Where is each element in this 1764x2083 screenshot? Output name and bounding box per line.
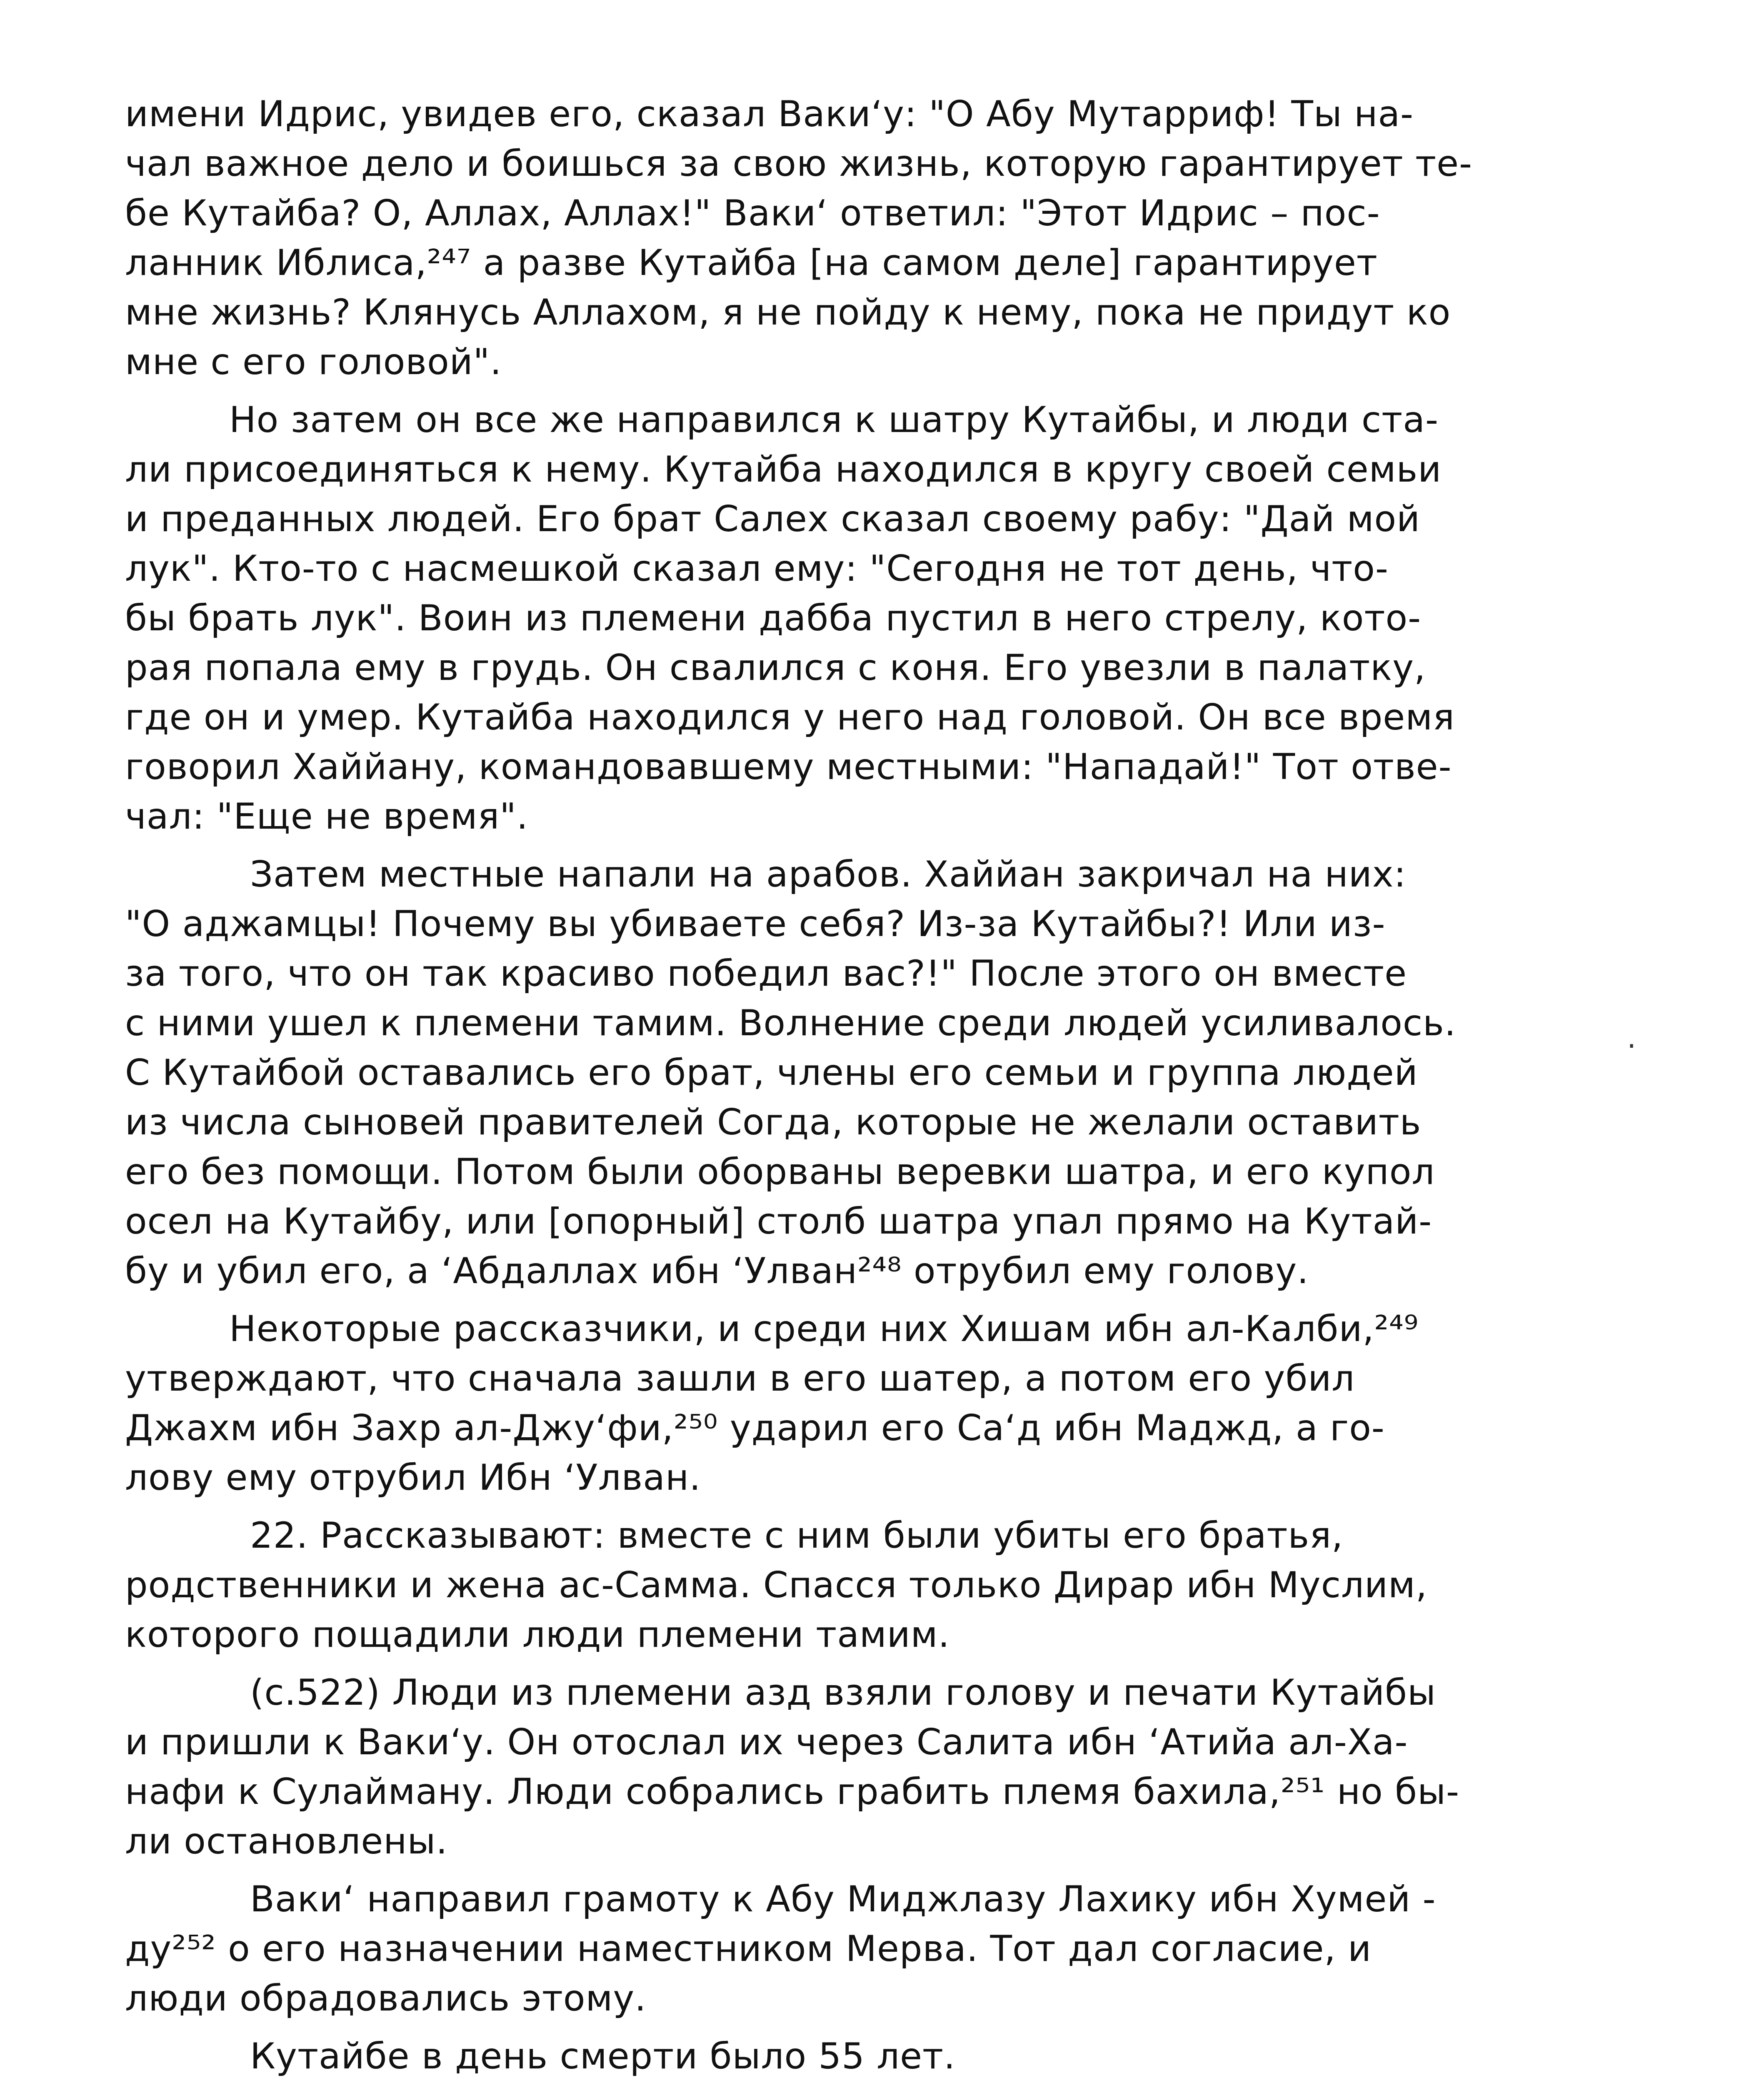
text-line: лову ему отрубил Ибн ‘Улван.: [125, 1457, 701, 1499]
text-line: его без помощи. Потом были оборваны веревки шатра, и его купол: [125, 1151, 1435, 1193]
text-line: Кутайбе в день смерти было 55 лет.: [250, 2036, 956, 2077]
text-line: бы брать лук". Воин из племени дабба пустил в него стрелу, кото-: [125, 597, 1422, 639]
text-line: родственники и жена ас-Самма. Спасся только Дирар ибн Муслим,: [125, 1564, 1428, 1606]
text-line: Затем местные напали на арабов. Хаййан закричал на них:: [250, 854, 1407, 895]
text-line: Джахм ибн Захр ал-Джу‘фи,²⁵⁰ ударил его Са‘д ибн Маджд, а го-: [125, 1407, 1385, 1449]
text-line: "О аджамцы! Почему вы убиваете себя? Из-за Кутайбы?! Или из-: [125, 903, 1386, 945]
text-line: ду²⁵² о его назначении наместником Мерва. Тот дал согласие, и: [125, 1928, 1372, 1970]
text-line: рая попала ему в грудь. Он свалился с коня. Его увезли в палатку,: [125, 647, 1426, 689]
text-line: ланник Иблиса,²⁴⁷ а разве Кутайба [на самом деле] гарантирует: [125, 242, 1378, 284]
text-line: чал: "Еще не время".: [125, 796, 529, 837]
text-line: которого пощадили люди племени тамим.: [125, 1614, 950, 1656]
text-line: 22. Рассказывают: вместе с ним были убиты его братья,: [250, 1515, 1344, 1556]
text-line: (с.522) Люди из племени азд взяли голову и печати Кутайбы: [250, 1672, 1436, 1713]
text-line: из числа сыновей правителей Согда, которые не желали оставить: [125, 1101, 1422, 1143]
margin-tick-mark: ·: [1627, 1029, 1637, 1063]
text-line: люди обрадовались этому.: [125, 1978, 647, 2019]
text-line: С Кутайбой оставались его брат, члены его семьи и группа людей: [125, 1052, 1418, 1094]
text-line: ли присоединяться к нему. Кутайба находился в кругу своей семьи: [125, 449, 1442, 490]
text-line: бе Кутайба? О, Аллах, Аллах!" Ваки‘ ответил: "Этот Идрис – пос-: [125, 192, 1380, 234]
text-line: за того, что он так красиво победил вас?!" После этого он вместе: [125, 953, 1407, 994]
text-line: имени Идрис, увидев его, сказал Ваки‘у: "О Абу Мутарриф! Ты на-: [125, 93, 1414, 135]
text-line: нафи к Сулайману. Люди собрались грабить племя бахила,²⁵¹ но бы-: [125, 1771, 1459, 1813]
text-line: Некоторые рассказчики, и среди них Хишам ибн ал-Калби,²⁴⁹: [229, 1308, 1419, 1350]
text-line: чал важное дело и боишься за свою жизнь, которую гарантирует те-: [125, 143, 1473, 185]
text-line: Но затем он все же направился к шатру Кутайбы, и люди ста-: [229, 399, 1439, 441]
text-line: утверждают, что сначала зашли в его шатер, а потом его убил: [125, 1358, 1355, 1399]
text-line: мне с его головой".: [125, 341, 502, 383]
document-page: [125, 90, 1608, 2083]
text-line: и пришли к Ваки‘у. Он отослал их через Салита ибн ‘Атийа ал-Ха-: [125, 1721, 1408, 1763]
text-line: с ними ушел к племени тамим. Волнение среди людей усиливалось.: [125, 1002, 1457, 1044]
text-line: мне жизнь? Клянусь Аллахом, я не пойду к нему, пока не придут ко: [125, 292, 1451, 333]
text-line: Ваки‘ направил грамоту к Абу Миджлазу Лахику ибн Хумей -: [250, 1878, 1436, 1920]
text-line: где он и умер. Кутайба находился у него над головой. Он все время: [125, 697, 1455, 738]
text-line: осел на Кутайбу, или [опорный] столб шатра упал прямо на Кутай-: [125, 1201, 1432, 1242]
text-line: и преданных людей. Его брат Салех сказал своему рабу: "Дай мой: [125, 498, 1420, 540]
text-line: лук". Кто-то с насмешкой сказал ему: "Сегодня не тот день, что-: [125, 548, 1389, 589]
text-line: говорил Хаййану, командовавшему местными: "Нападай!" Тот отве-: [125, 746, 1452, 788]
text-line: ли остановлены.: [125, 1821, 448, 1862]
text-line: бу и убил его, а ‘Абдаллах ибн ‘Улван²⁴⁸ отрубил ему голову.: [125, 1250, 1309, 1292]
